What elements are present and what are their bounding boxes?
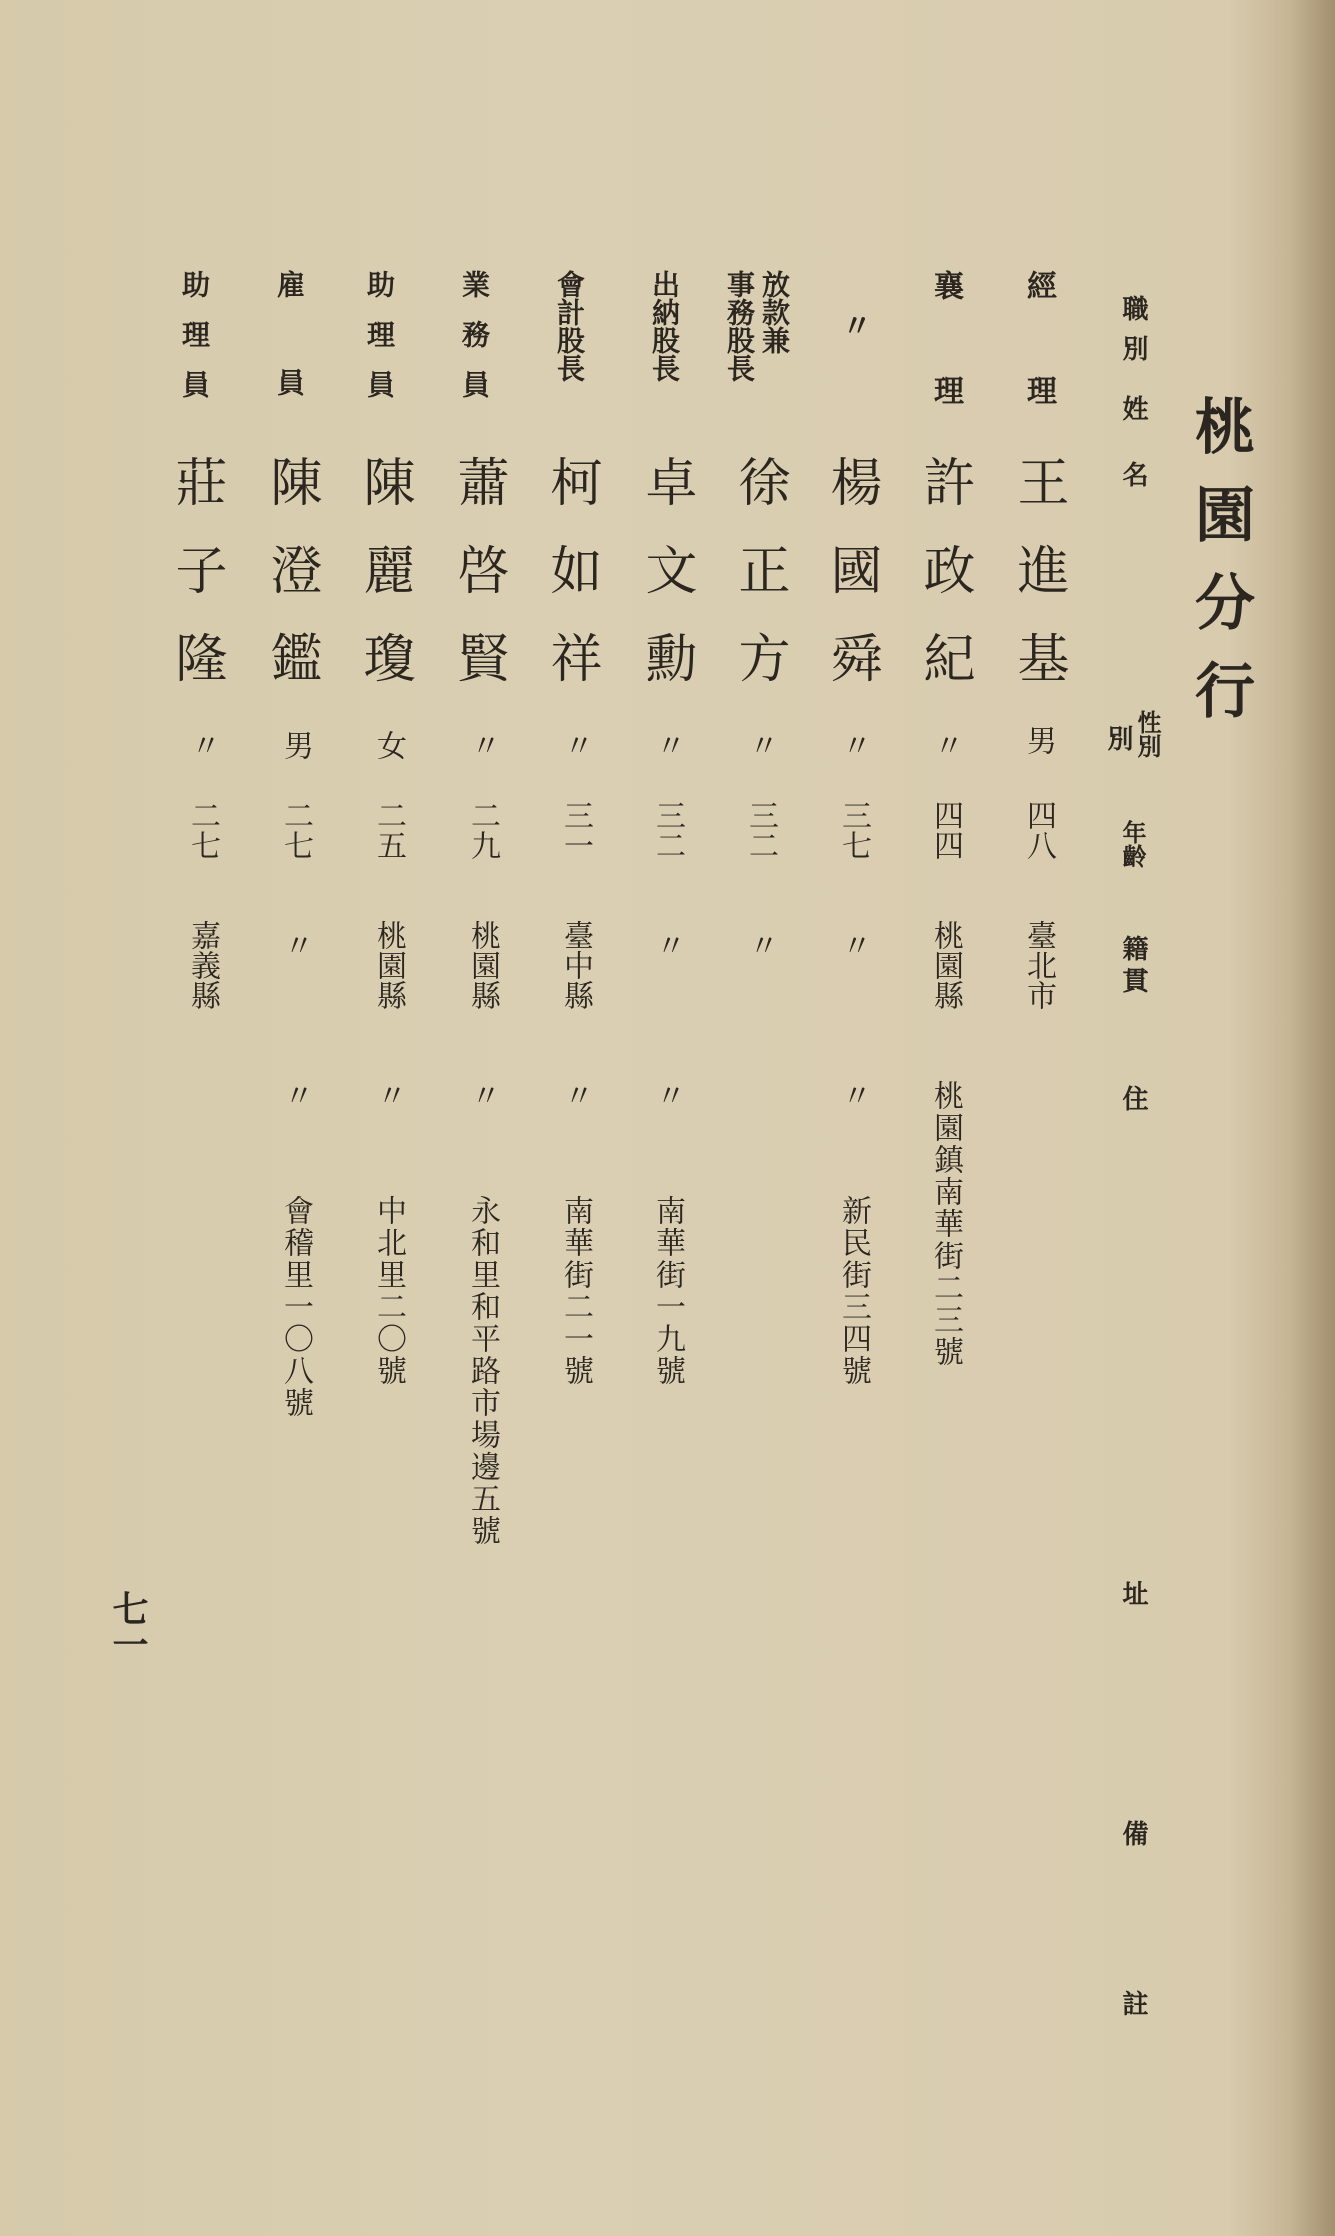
row-name: 陳麗瓊 xyxy=(354,455,414,719)
row-address-mark: 〃 xyxy=(650,1080,685,1110)
row-age: 二七 xyxy=(185,800,220,860)
row-native: 〃 xyxy=(650,930,685,960)
row-name: 楊國舜 xyxy=(821,455,881,719)
row-native: 臺中縣 xyxy=(558,920,593,1010)
row-role-line2: 事務股長 xyxy=(723,270,756,382)
header-age: 年齡 xyxy=(1118,820,1147,868)
row-address: 永和里和平路市場邊五號 xyxy=(465,1195,500,1547)
row-sex: 〃 xyxy=(465,730,500,760)
row-sex: 〃 xyxy=(928,730,963,760)
row-address: 中北里二〇號 xyxy=(371,1195,406,1387)
row-role: 出納股長 xyxy=(648,270,681,382)
row-name: 王進基 xyxy=(1008,455,1068,719)
header-role: 職別 xyxy=(1118,295,1148,375)
row-age: 二五 xyxy=(371,800,406,860)
row-address: 新民街三四號 xyxy=(836,1195,871,1387)
row-native: 〃 xyxy=(278,930,313,960)
row-native: 〃 xyxy=(836,930,871,960)
row-age: 三七 xyxy=(836,800,871,860)
row-role: 助理員 xyxy=(178,270,211,420)
row-sex: 〃 xyxy=(558,730,593,760)
row-role: 〃 xyxy=(836,310,871,340)
header-name: 姓名 xyxy=(1118,395,1148,527)
row-role: 襄理 xyxy=(928,270,963,480)
row-address: 南華街一九號 xyxy=(650,1195,685,1387)
row-role: 助理員 xyxy=(363,270,396,420)
page-title: 桃園分行 xyxy=(1185,395,1255,747)
row-name: 莊子隆 xyxy=(166,455,226,719)
row-role: 業務員 xyxy=(458,270,491,420)
row-native: 嘉義縣 xyxy=(185,920,220,1010)
row-sex: 〃 xyxy=(185,730,220,760)
row-name: 柯如祥 xyxy=(541,455,601,719)
row-name: 陳澄鑑 xyxy=(261,455,321,719)
row-role: 經理 xyxy=(1021,270,1056,480)
row-sex: 女 xyxy=(371,730,406,760)
row-address: 桃園鎮南華街二三號 xyxy=(928,1080,963,1368)
row-name: 蕭啓賢 xyxy=(448,455,508,719)
row-age: 二九 xyxy=(465,800,500,860)
row-age: 四八 xyxy=(1021,800,1056,860)
row-age: 三二 xyxy=(650,800,685,860)
row-sex: 〃 xyxy=(836,730,871,760)
row-native: 〃 xyxy=(743,930,778,960)
row-role: 雇員 xyxy=(273,270,306,466)
row-role: 會計股長 xyxy=(553,270,586,382)
header-native: 籍貫 xyxy=(1118,935,1148,999)
row-native: 桃園縣 xyxy=(465,920,500,1010)
row-age: 四四 xyxy=(928,800,963,860)
row-sex: 男 xyxy=(278,730,313,760)
row-age: 三一 xyxy=(558,800,593,860)
row-sex: 男 xyxy=(1021,725,1056,755)
row-address-mark: 〃 xyxy=(278,1080,313,1110)
row-sex: 〃 xyxy=(743,730,778,760)
header-alias: 別 xyxy=(1103,725,1133,751)
row-name: 卓文勳 xyxy=(636,455,696,719)
row-address: 南華街二一號 xyxy=(558,1195,593,1387)
row-address: 會稽里一〇八號 xyxy=(278,1195,313,1419)
header-sex: 性別 xyxy=(1133,710,1162,758)
header-remarks-head: 備 xyxy=(1118,1820,1148,1846)
row-address-mark: 〃 xyxy=(465,1080,500,1110)
header-address-tail: 址 xyxy=(1118,1580,1148,1606)
header-address-head: 住 xyxy=(1118,1085,1148,1111)
row-role-line1: 放款兼 xyxy=(758,270,791,354)
header-remarks-tail: 註 xyxy=(1118,1990,1148,2016)
row-address-mark: 〃 xyxy=(371,1080,406,1110)
page-number: 七一 xyxy=(107,1590,149,1662)
page-edge-shadow xyxy=(1290,0,1335,2236)
row-name: 許政紀 xyxy=(914,455,974,719)
row-native: 桃園縣 xyxy=(371,920,406,1010)
row-age: 三二 xyxy=(743,800,778,860)
row-name: 徐正方 xyxy=(729,455,789,719)
row-age: 二七 xyxy=(278,800,313,860)
row-sex: 〃 xyxy=(650,730,685,760)
row-address-mark: 〃 xyxy=(836,1080,871,1110)
row-address-mark: 〃 xyxy=(558,1080,593,1110)
row-native: 桃園縣 xyxy=(928,920,963,1010)
row-native: 臺北市 xyxy=(1021,920,1056,1010)
